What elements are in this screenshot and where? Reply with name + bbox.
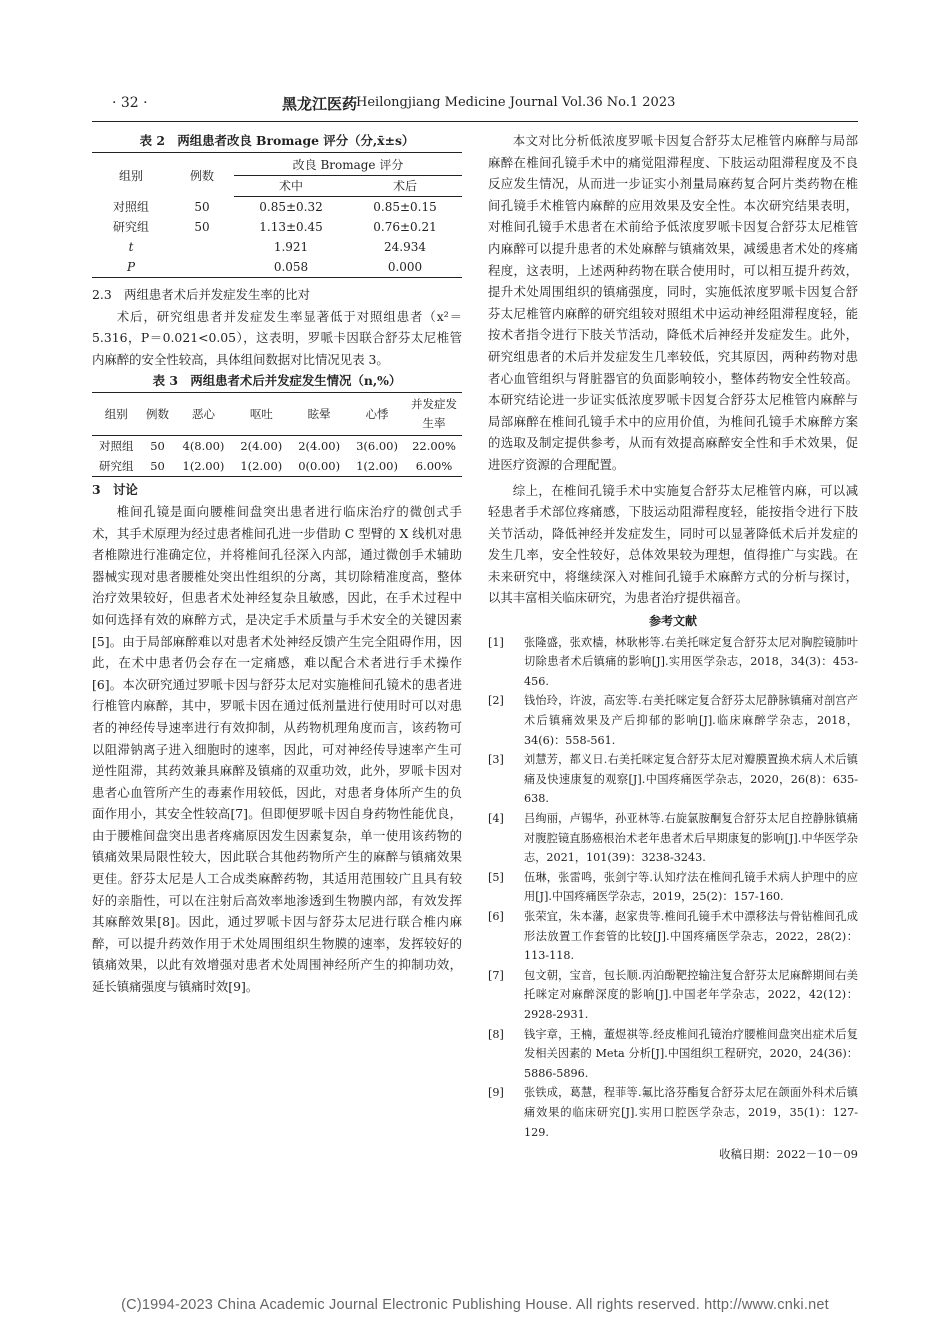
table3-header: 恶心	[175, 393, 233, 436]
table-cell	[170, 237, 234, 257]
reference-number: [2]	[488, 694, 504, 708]
references-title: 参考文献	[648, 614, 697, 629]
table-cell: 50	[194, 199, 210, 214]
table3-header: 心悸	[348, 393, 406, 436]
table2-header-a: 术中	[234, 176, 348, 197]
table-cell: 50	[141, 456, 175, 477]
reference-text: 钱怡玲，许波，高宏等.右美托咪定复合舒芬太尼静脉镇痛对剖宫产术后镇痛效果及产后抑郁的影响[J].临床麻醉学杂志，2018，34(6)：558-561.	[524, 694, 858, 747]
reference-text: 包文朝，宝音，包长顺.丙泊酚靶控输注复合舒芬太尼麻醉期间右美托咪定对麻醉深度的影响[J].中国老年学杂志，2022，42(12)：2928-2931.	[524, 968, 858, 1021]
table2-header-b: 术后	[348, 176, 462, 197]
reference-item	[488, 809, 858, 868]
table3-header: 并发症发生率	[406, 393, 462, 436]
received-date: 收稿日期：2022－10－09	[718, 1147, 858, 1162]
table-cell: P	[92, 257, 170, 278]
reference-item	[488, 907, 858, 966]
table3-header: 呕吐	[232, 393, 290, 436]
table3	[92, 392, 462, 477]
reference-item	[488, 750, 858, 809]
reference-number: [1]	[488, 635, 504, 649]
table-cell: 3(6.00)	[356, 439, 398, 454]
page-number: · 32 ·	[112, 95, 148, 111]
table-cell: 4(8.00)	[182, 439, 225, 454]
reference-number: [6]	[488, 909, 504, 923]
running-header	[92, 95, 858, 117]
table-cell: 50	[194, 220, 210, 234]
table2-header-group: 组别	[92, 153, 170, 197]
table-cell: 0(0.00)	[290, 456, 348, 477]
reference-item	[488, 1083, 858, 1142]
table3-header: 眩晕	[290, 393, 348, 436]
journal-title-cn: 黑龙江医药	[282, 95, 358, 113]
reference-item	[488, 966, 858, 1025]
table-cell: 对照组	[99, 439, 134, 454]
table3-caption: 表 3 两组患者术后并发症发生情况（n,%）	[152, 373, 402, 389]
copyright-footer: (C)1994-2023 China Academic Journal Electronic Publishing House. All rights reserved. http://www.cnki.net	[121, 1297, 829, 1313]
reference-item	[488, 868, 858, 907]
table-cell: 0.058	[234, 257, 348, 278]
table-row	[92, 197, 462, 218]
reference-number: [9]	[488, 1086, 504, 1100]
journal-title-en: Heilongjiang Medicine Journal Vol.36 No.1 2023	[356, 95, 676, 110]
reference-number: [4]	[488, 812, 504, 825]
table3-header: 例数	[141, 393, 175, 436]
table-cell: 1(2.00)	[232, 456, 290, 477]
table-cell: 2(4.00)	[298, 439, 341, 454]
reference-text: 吕绚丽，卢锡华，孙亚林等.右旋氯胺酮复合舒芬太尼自控静脉镇痛对腹腔镜直肠癌根治术老年患者术后早期康复的影响[J].中华医学杂志，2021，101(39)：3238-3243.	[524, 812, 858, 865]
reference-text: 张荣宜，朱本藩，赵家贵等.椎间孔镜手术中漂移法与骨钻椎间孔成形法放置工作套管的比较[J].中国疼痛医学杂志，2022，28(2)：113-118.	[524, 909, 858, 963]
table-cell: 0.76±0.21	[373, 220, 437, 234]
right-column	[488, 130, 858, 1166]
reference-number: [3]	[488, 753, 504, 767]
reference-text: 钱宇章，王楠，董煜祺等.经皮椎间孔镜治疗腰椎间盘突出症术后复发相关因素的 Meta 分析[J].中国组织工程研究，2020，24(36)：5886-5896.	[524, 1027, 858, 1080]
discussion-paragraph-2: 本文对比分析低浓度罗哌卡因复合舒芬太尼椎管内麻醉与局部麻醉在椎间孔镜手术中的痛觉阻滞程度、下肢运动阻滞程度及不良反应发生情况，从而进一步证实小剂量局麻药复合阿片类药物在椎间孔镜手术椎管内麻醉的应用效果及安全性。本次研究结果表明，对椎间孔镜手术患者在术前给予低浓度罗哌卡因复合舒芬太尼椎管内麻醉可以提升患者的术处麻醉与镇痛效果，减缓患者术处的疼痛程度，这表明，上述两种药物在联合使用时，可以相互提升药效，提升术处周围组织的镇痛强度，同时，实施低浓度罗哌卡因复合舒芬太尼椎管内麻醉的研究组较对照组术中运动神经阻滞程度轻，能按术者指令进行下肢关节活动，降低术后神经并发症发生。此外，研究组患者的术后并发症发生几率较低，究其原因，两种药物对患者心血管组织与肾脏器官的负面影响较小，整体药物安全性较高。本研究结论进一步证实低浓度罗哌卡因复合舒芬太尼椎管内麻醉与局部麻醉在椎间孔镜手术中的应用价值，为椎间孔镜手术麻醉方案的选取及制定提供参考，从而有效提高麻醉安全性和手术效果，促进医疗资源的合理配置。	[488, 133, 858, 472]
table-cell: 22.00%	[412, 439, 456, 454]
table-cell: 0.85±0.32	[259, 200, 323, 214]
table-row	[92, 217, 462, 237]
table2-header-span: 改良 Bromage 评分	[234, 153, 462, 176]
section-2-3-title: 2.3 两组患者术后并发症发生率的比对	[92, 287, 310, 302]
reference-text: 张隆盛，张欢樯，林耿彬等.右美托咪定复合舒芬太尼对胸腔镜肺叶切除患者术后镇痛的影响[J].实用医学杂志，2018，34(3)：453-456.	[524, 635, 858, 688]
table-cell	[170, 257, 234, 278]
table-row	[92, 436, 462, 457]
section-2-3-paragraph: 术后，研究组患者并发症发生率显著低于对照组患者（x²＝5.316，P＝0.021<0.05），这表明，罗哌卡因联合舒芬太尼椎管内麻醉的安全性较高，具体组间数据对比情况见表 3。	[92, 308, 462, 367]
reference-number: [8]	[488, 1027, 504, 1041]
discussion-paragraph-1: 椎间孔镜是面向腰椎间盘突出患者进行临床治疗的微创式手术，其手术原理为经过患者椎间孔进一步借助 C 型臂的 X 线机对患者椎隙进行准确定位，并将椎间孔径深入内部，通过微创手术辅助器械实现对患者腰椎处突出性组织的分离，其切除精准度高，整体治疗效果较好，但患者术处神经复杂且敏感，因此，在手术过程中如何选择有效的麻醉方式，是决定手术质量与手术安全的关键因素[5]。由于局部麻醉难以对患者术处神经反馈产生完全阻碍作用，因此，在术中患者仍会存在一定痛感，难以配合术者进行手术操作[6]。本次研究通过罗哌卡因与舒芬太尼对实施椎间孔镜术的患者进行椎管内麻醉，其中，罗哌卡因在通过低剂量进行使用时可以对患者的神经传导速率进行有效抑制，从药物机理角度而言，该药物可以阻滞钠离子进入细胞时的速率，因此，可对神经传导速率产生可逆性阻滞，其药效兼具麻醉及镇痛的双重功效，此外，罗哌卡因对患者心血管所产生的毒素作用较低，因此，对患者身体所产生的负面作用小，其安全性较高[7]。但即便罗哌卡因自身药物性能优良，由于腰椎间盘突出患者疼痛原因发生因素复杂，单一使用该药物的镇痛效果局限性较大，因此联合其他药物所产生的麻醉与镇痛效果更佳。舒芬太尼是人工合成类麻醉药物，其适用范围较广且具有较好的亲脂性，可以在注射后高效率地渗透到生物膜内部，有效发挥其麻醉效果[8]。因此，通过罗哌卡因与舒芬太尼进行联合椎内麻醉，可以提升药效作用于术处周围组织生物膜的速率，发挥较好的镇痛效果，以此有效增强对患者术处周围神经所产生的抑制功效，延长镇痛强度与镇痛时效[9]。	[92, 503, 462, 995]
table-row	[92, 257, 462, 278]
reference-text: 伍琳，张雷鸣，张剑宁等.认知疗法在椎间孔镜手术病人护理中的应用[J].中国疼痛医学杂志，2019，25(2)：157-160.	[524, 870, 858, 904]
reference-item	[488, 633, 858, 692]
reference-text: 刘慧芳，都义日.右美托咪定复合舒芬太尼对瓣膜置换术病人术后镇痛及快速康复的观察[J].中国疼痛医学杂志，2020，26(8)：635-638.	[524, 753, 858, 806]
table-cell: 2(4.00)	[240, 439, 283, 454]
table-row	[92, 237, 462, 257]
table-cell: 6.00%	[406, 456, 462, 477]
header-rule	[92, 121, 858, 122]
table-cell: 研究组	[92, 456, 141, 477]
left-column	[92, 130, 462, 998]
table-cell: 50	[150, 439, 165, 454]
table2-caption: 表 2 两组患者改良 Bromage 评分（分,x̄±s）	[139, 133, 415, 148]
table-cell: 0.85±0.15	[373, 200, 437, 214]
reference-item	[488, 1025, 858, 1084]
reference-list	[488, 633, 858, 1142]
discussion-paragraph-3: 综上，在椎间孔镜手术中实施复合舒芬太尼椎管内麻，可以减轻患者手术部位疼痛感，下肢运动阻滞程度轻，能按指令进行下肢关节活动，降低神经并发症发生，同时可以显著降低术后并发症的发生几率，安全性较好，总体效果较为理想，值得推广与实践。在未来研究中，将继续深入对椎间孔镜手术麻醉方式的分析与探讨，以其丰富相关临床研究，为患者治疗提供福音。	[488, 482, 858, 606]
reference-text: 张铁成，葛慧，程菲等.氟比洛芬酯复合舒芬太尼在颌面外科术后镇痛效果的临床研究[J].实用口腔医学杂志，2019，35(1)：127-129.	[524, 1086, 858, 1139]
table-cell: 1.13±0.45	[259, 220, 323, 234]
table-row	[92, 456, 462, 477]
table-cell: 0.000	[348, 257, 462, 278]
reference-number: [7]	[488, 968, 504, 982]
table2-header-n: 例数	[170, 153, 234, 197]
table-cell: 1.921	[273, 240, 309, 254]
section-3-title: 3 讨论	[92, 482, 138, 498]
table-cell: t	[128, 240, 134, 254]
table-cell: 对照组	[112, 199, 149, 214]
reference-item	[488, 691, 858, 750]
table2	[92, 152, 462, 278]
table-cell: 1(2.00)	[175, 456, 233, 477]
table-cell: 24.934	[384, 240, 426, 254]
table3-header: 组别	[92, 393, 141, 436]
table-cell: 研究组	[112, 220, 149, 234]
table-cell: 1(2.00)	[348, 456, 406, 477]
reference-number: [5]	[488, 870, 504, 884]
